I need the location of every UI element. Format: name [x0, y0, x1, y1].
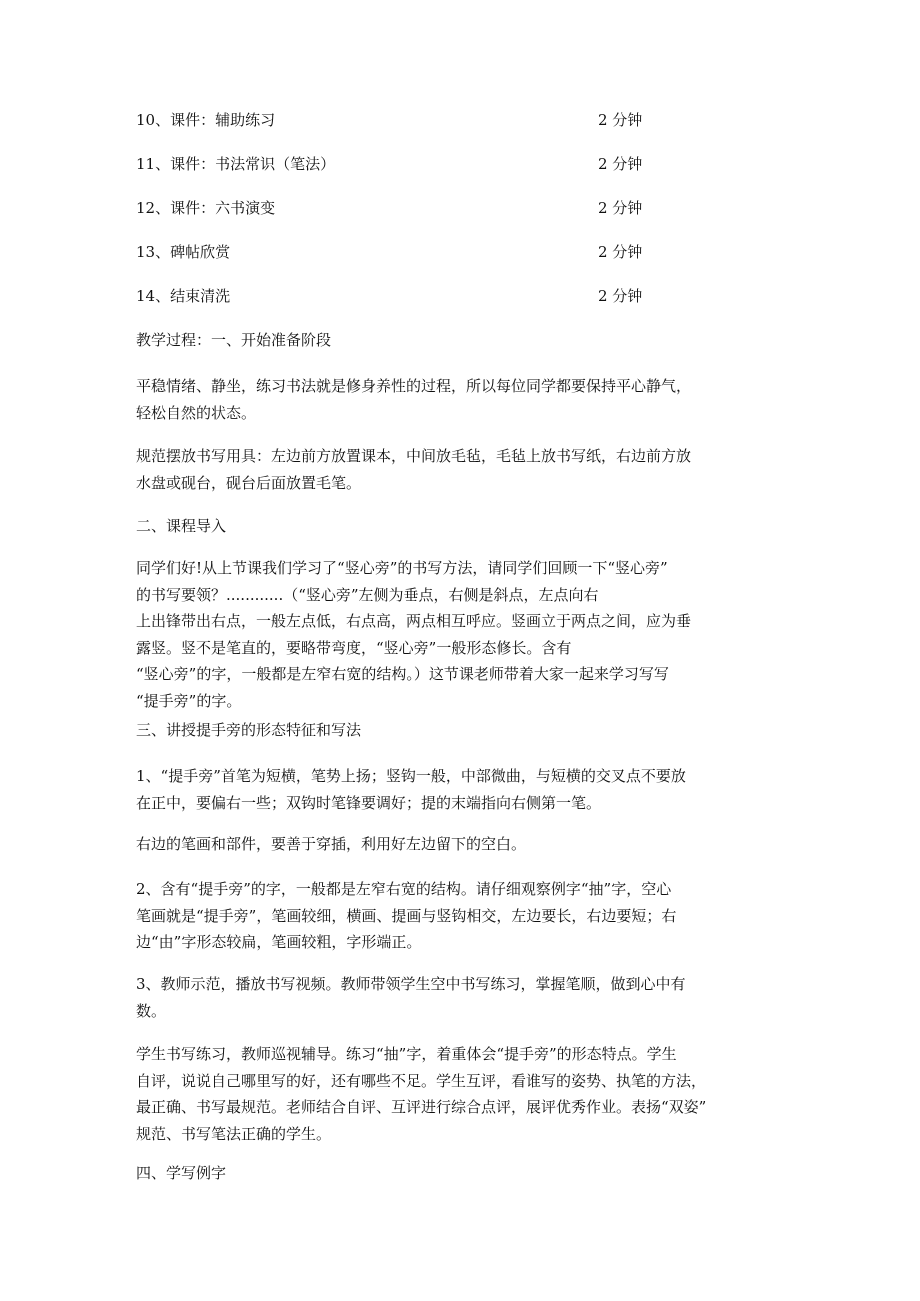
- text-line: 自评，说说自己哪里写的好，还有哪些不足。学生互评，看谁写的姿势、执笔的方法，: [136, 1071, 707, 1090]
- text-line: 2、含有“提手旁”的字，一般都是左窄右宽的结构。请仔细观察例字“抽”字，空心: [136, 880, 672, 898]
- text-line: 同学们好!从上节课我们学习了“竖心旁”的书写方法，请同学们回顾一下“竖心旁”: [136, 559, 668, 577]
- text-line: 3、教师示范，播放书写视频。教师带领学生空中书写练习，掌握笔顺，做到心中有: [136, 975, 686, 993]
- schedule-duration: 2 分钟: [598, 287, 643, 305]
- schedule-row: [136, 285, 736, 307]
- paragraph-tools: [136, 443, 796, 496]
- section-heading-process: [136, 327, 796, 354]
- schedule-duration: 2 分钟: [598, 111, 643, 129]
- text-line: 数。: [136, 1001, 167, 1020]
- schedule-duration: 2 分钟: [598, 155, 643, 173]
- schedule-item: 12、课件：六书演变: [136, 199, 276, 217]
- text-line: 笔画就是“提手旁”，笔画较细，横画、提画与竖钩相交，左边要长，右边要短；右: [136, 906, 677, 925]
- text-line: 规范摆放书写用具：左边前方放置课本，中间放毛毡，毛毡上放书写纸，右边前方放: [136, 447, 692, 465]
- schedule-item: 13、碑帖欣赏: [136, 243, 231, 261]
- text-line: 的书写要领？............（“竖心旁”左侧为垂点，右侧是斜点，左点向右: [136, 585, 599, 604]
- schedule-duration: 2 分钟: [598, 243, 643, 261]
- section-heading-lecture: [136, 717, 796, 744]
- schedule-item: 11、课件：书法常识（笔法）: [136, 155, 336, 173]
- paragraph-review: [136, 555, 796, 714]
- text-line: 水盘或砚台，砚台后面放置毛笔。: [136, 473, 362, 492]
- text-line: 在正中，要偏右一些；双钩时笔锋要调好；提的末端指向右侧第一笔。: [136, 793, 602, 812]
- text-line: 露竖。竖不是笔直的，要略带弯度，“竖心旁”一般形态修长。含有: [136, 638, 572, 657]
- paragraph-point-2: [136, 876, 796, 956]
- schedule-row: [136, 109, 736, 131]
- text-line: 学生书写练习，教师巡视辅导。练习“抽”字，着重体会“提手旁”的形态特点。学生: [136, 1045, 677, 1063]
- paragraph-calm: [136, 373, 796, 426]
- paragraph-point-1: [136, 763, 796, 816]
- paragraph-practice: [136, 1041, 796, 1147]
- schedule-row: [136, 153, 736, 175]
- text-line: 规范、书写笔法正确的学生。: [136, 1124, 332, 1143]
- schedule-item: 10、课件：辅助练习: [136, 111, 276, 129]
- text-line: 上出锋带出右点，一般左点低，右点高，两点相互呼应。竖画立于两点之间，应为垂: [136, 612, 692, 630]
- text-line: 四、学写例字: [136, 1164, 227, 1182]
- text-line: 最正确、书写最规范。老师结合自评、互评进行综合点评，展评优秀作业。表扬“双姿”: [136, 1098, 707, 1116]
- schedule-row: [136, 197, 736, 219]
- paragraph-point-3: [136, 971, 796, 1024]
- text-line: 轻松自然的状态。: [136, 403, 257, 422]
- schedule-row: [136, 241, 736, 263]
- text-line: 教学过程：一、开始准备阶段: [136, 331, 332, 349]
- text-line: 右边的笔画和部件，要善于穿插，利用好左边留下的空白。: [136, 835, 527, 853]
- text-line: 二、课程导入: [136, 517, 227, 535]
- text-line: “提手旁”的字。: [136, 691, 242, 710]
- text-line: 三、讲授提手旁的形态特征和写法: [136, 721, 362, 739]
- section-heading-examples: [136, 1160, 796, 1187]
- text-line: 1、“提手旁”首笔为短横，笔势上扬；竖钩一般，中部微曲，与短横的交叉点不要放: [136, 767, 686, 785]
- paragraph-right-part: [136, 831, 796, 858]
- schedule-item: 14、结束清洗: [136, 287, 231, 305]
- text-line: “竖心旁”的字，一般都是左窄右宽的结构。）这节课老师带着大家一起来学习写写: [136, 665, 669, 683]
- text-line: 边“由”字形态较扁，笔画较粗，字形端正。: [136, 933, 422, 951]
- schedule-duration: 2 分钟: [598, 199, 643, 217]
- section-heading-intro: [136, 513, 796, 540]
- text-line: 平稳情绪、静坐，练习书法就是修身养性的过程，所以每位同学都要保持平心静气，: [136, 377, 692, 395]
